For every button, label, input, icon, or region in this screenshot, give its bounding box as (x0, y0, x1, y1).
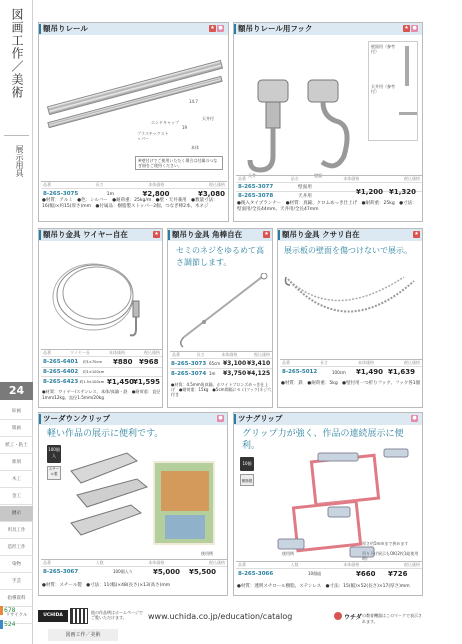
table-row (41, 367, 162, 376)
th: 税込価格 (403, 176, 420, 181)
tax-price: ¥726 (388, 570, 408, 578)
part-label: 本体 (191, 145, 199, 150)
panel-title: 額吊り金具 クサリ自在 (278, 229, 422, 241)
artwork-detail (165, 515, 205, 539)
product-grip (233, 412, 423, 596)
caption: 使用例 (282, 551, 294, 556)
footer-note: 他の作品例はホームページでご覧いただけます。 (91, 610, 143, 620)
product-code: 8-265-3067 (43, 569, 79, 575)
price: ¥3,750 (223, 370, 247, 377)
spec: 65cm (209, 361, 221, 366)
tax-price: ¥3,080 (197, 190, 225, 198)
product-code: 8-265-6401 (43, 359, 79, 365)
product-code: 8-265-5012 (282, 369, 318, 375)
spec: 1m (106, 191, 115, 197)
th: 長さ (196, 352, 205, 357)
table-row (41, 566, 227, 577)
product-code: 8-265-3075 (43, 191, 79, 197)
description: ●材質：アルミ ●色：シルバー ●耐荷重：25kg/m ●壁・天井兼用 ●数量寸法：16(幅)×約15(厚さ)mm ●付属品：樹脂製ストッパー2個、つなぎ棒2本、木ネジ (42, 198, 218, 209)
divider (4, 135, 29, 136)
example-artwork (153, 461, 215, 545)
page-number: 24 (0, 382, 33, 400)
lead-text: 軽い作品の展示に便利です。 (47, 429, 164, 439)
th: 品名 (290, 176, 299, 181)
tax-price: ¥4,125 (247, 370, 271, 377)
th: 税込価格 (143, 350, 160, 355)
tax-price: ¥3,410 (247, 360, 271, 367)
table-row (41, 376, 162, 387)
description: ●材質：ワイヤー/ステンレス、本体/真鍮・鉄 ●耐荷重：直径1mm/12kg、直径1.5mm/20kg (42, 389, 161, 400)
th: 品番 (282, 360, 290, 365)
price: ¥660 (356, 570, 376, 578)
caption: 吊り下げ展示もOK(2枚1組使用時) (362, 551, 419, 561)
table-row (236, 568, 422, 579)
th: 入数 (95, 560, 104, 565)
price: ¥1,490 (356, 368, 384, 376)
wall-rail (405, 46, 409, 86)
subcategory-title: 展示用具 (15, 145, 24, 177)
badge-red: ★ (414, 231, 419, 237)
product-code: 8-265-6423 (43, 379, 79, 385)
sidebar-tab[interactable]: 展示 (0, 506, 33, 522)
sidebar-tab[interactable]: リサイクル (0, 608, 33, 624)
th: 税込価格 (208, 560, 225, 565)
price-table (280, 359, 422, 377)
badge-red: ★ (264, 231, 269, 237)
lead-text: 展示板の壁面を傷つけないで展示。 (284, 246, 412, 255)
ceiling-rail (399, 112, 417, 115)
page-ref-marker (0, 620, 3, 629)
sidebar-tab[interactable]: 彫刻 (0, 455, 33, 471)
price-table (41, 181, 227, 199)
caption: 厚さ約5mmまで挟めます (362, 541, 409, 546)
hook-image (244, 78, 354, 178)
price-table (41, 559, 227, 577)
price-table (170, 351, 272, 378)
tax-price: ¥1,595 (132, 378, 160, 386)
th: 税込価格 (403, 562, 420, 567)
sidebar-tab[interactable]: 紙工・粘土 (0, 438, 33, 454)
sidebar-tab[interactable]: 造形工作 (0, 540, 33, 556)
spec: 100個入り (113, 569, 133, 574)
material-tag: 樹脂製 (240, 474, 254, 486)
uchida-logo: UCHIDA (38, 610, 68, 622)
brand-note: の教育機器はこのマークで表示されます。 (362, 613, 422, 624)
price: ¥1,450 (106, 378, 134, 386)
product-code: 8-265-3074 (171, 370, 207, 377)
product-bar (167, 228, 273, 408)
sidebar-tab[interactable]: 手芸 (0, 574, 33, 590)
spec: 天井用 (298, 194, 312, 199)
lead-text: グリップ力が強く、作品の連続展示に便利。 (242, 429, 404, 451)
th: ワイヤー長 (70, 350, 90, 355)
product-hook (233, 22, 423, 222)
th: 本体価格 (358, 360, 374, 365)
description: ●材質：鉄 ●耐荷重：5kg ●壁付用一つ折りフック、フック各1個 (281, 381, 421, 386)
description: ●材質：4.5mm角真鍮、ホワイトブロンズめっき仕上げ ●耐荷重：15kg ●5cm間隔にセミ(フック)ネジ穴付き (171, 382, 272, 397)
badge-pink: ● (412, 415, 417, 421)
th: 品番 (172, 352, 180, 357)
part-label: プラスチックストッパー (137, 131, 169, 141)
panel-title: 額吊りレール (39, 23, 228, 35)
badge-pink: ● (412, 25, 417, 31)
th: 税込価格 (208, 182, 225, 187)
spec: 約1×100cm (83, 369, 105, 374)
sidebar-tab[interactable]: 指導資料 (0, 591, 33, 607)
page-ref-1[interactable]: 678 (4, 607, 16, 614)
th: 長さ (320, 360, 328, 365)
price: ¥5,000 (153, 568, 181, 576)
sidebar-tab[interactable]: 染物 (0, 557, 33, 573)
th: 本体価格 (108, 350, 125, 355)
dim-label: 14.7 (189, 99, 198, 104)
brand-name: ウチダ (344, 614, 362, 621)
page-ref-marker (0, 606, 3, 615)
panel-title: 額吊り金具 ワイヤー自在 (39, 229, 162, 241)
product-code: 8-265-3077 (238, 184, 274, 190)
product-code: 8-265-3078 (238, 193, 274, 199)
table-row (170, 358, 272, 368)
material-tag: スチール製 (47, 466, 61, 480)
artwork-detail (161, 471, 209, 511)
dim-label: 19 (182, 125, 188, 130)
panel-title: 額吊り金具 角棒自在 (168, 229, 272, 241)
price-table (236, 561, 422, 579)
th: 品番 (43, 350, 51, 355)
quantity-badge: 10個 (240, 457, 254, 471)
description: ●材質：透明スチロール樹脂、ステンレス ●寸法：15(幅)×52(長さ)×17(厚さ)mm (237, 584, 410, 589)
uchida-mark-icon (334, 612, 342, 620)
tax-price: ¥1,320 (389, 188, 417, 196)
caption: 使用例 (201, 551, 213, 556)
panel-title: ツナグリップ (234, 413, 422, 425)
product-code: 8-265-3066 (238, 571, 274, 577)
spec: 10個組 (308, 571, 322, 576)
tax-price: ¥5,500 (189, 568, 217, 576)
spec: 約1×70cm (83, 359, 102, 364)
tax-price: ¥1,639 (388, 368, 416, 376)
bar-image (174, 273, 270, 349)
description: ●材質：スチール製 ●寸法：11(幅)×48(長さ)×13(高さ)mm (42, 583, 171, 588)
category-title: 図画工作／美術 (10, 8, 24, 99)
th: 本体価格 (343, 176, 360, 181)
badge-red: ★ (154, 231, 159, 237)
th: 税込価格 (404, 360, 420, 365)
caption: 壁面 (314, 173, 322, 178)
table-row (280, 366, 422, 377)
th: 入数 (290, 562, 299, 567)
product-wire (38, 228, 163, 408)
table-row (41, 356, 162, 367)
th: 品番 (238, 562, 246, 567)
price: ¥880 (113, 358, 133, 366)
spec: 壁面用 (298, 185, 312, 190)
badge-red: ★ (210, 25, 215, 31)
caption: 天井用（参考付） (371, 84, 395, 94)
sidebar-tab[interactable]: 用具工作 (0, 523, 33, 539)
sidebar-tab[interactable]: 版画 (0, 421, 33, 437)
table-row (170, 368, 272, 378)
badge-pink: ● (218, 415, 223, 421)
price-table (236, 175, 422, 200)
product-chain (277, 228, 423, 408)
product-rail (38, 22, 229, 222)
caption: 天井 (248, 173, 256, 178)
badge-red: ★ (404, 25, 409, 31)
panel-title: ツーダウンクリップ (39, 413, 227, 425)
th: 本体価格 (343, 562, 360, 567)
th: 品番 (43, 182, 51, 187)
quantity-badge: 100個入 (47, 445, 61, 463)
wire-image (45, 247, 157, 347)
th: 税込価格 (253, 352, 270, 357)
part-label: エンドキャップ (151, 120, 179, 125)
dim-label: 天井付 (202, 116, 214, 121)
badge-pink: ● (218, 25, 223, 31)
panel-title: 額吊りレール用フック (234, 23, 422, 35)
spec: 100cm (332, 369, 346, 375)
chain-image (284, 273, 420, 353)
usage-diagram (368, 41, 418, 141)
bottom-tab: 図画工作／美術 (48, 629, 118, 641)
product-clip (38, 412, 228, 596)
price: ¥2,800 (142, 190, 170, 198)
tax-price: ¥968 (139, 358, 159, 366)
sidebar-tab[interactable]: 金工 (0, 489, 33, 505)
clip-image (67, 443, 157, 553)
spec: 1m (209, 371, 216, 376)
th: 本体価格 (148, 560, 165, 565)
th: 長さ (95, 182, 104, 187)
price: ¥3,100 (223, 360, 247, 367)
sidebar-tab[interactable]: 絵画 (0, 404, 33, 420)
product-code: 8-265-3073 (171, 360, 207, 367)
spec: 約1.5×100cm (79, 379, 105, 384)
description: ●後入タイプランナー ●材質：真鍮、クロムめっき仕上げ ●耐荷重：25kg ●寸法：壁面用/全長44mm、天井用/全長47mm (237, 201, 417, 212)
note-box: ※壁付けでご使用いただく場合は付属のつなぎ冊をご使用ください。 (135, 156, 223, 170)
th: 品番 (238, 176, 246, 181)
price: ¥1,200 (356, 188, 384, 196)
price-table (41, 349, 162, 387)
lead-text: セミのネジをゆるめて高さ調節します。 (176, 246, 264, 267)
th: 本体価格 (148, 182, 165, 187)
caption: 壁面用（参考付） (371, 44, 395, 54)
catalog-url-link[interactable]: www.uchida.co.jp/education/catalog (148, 612, 293, 621)
sidebar-tab[interactable]: 木工 (0, 472, 33, 488)
th: 品番 (43, 560, 51, 565)
grip-image (258, 447, 418, 567)
th: 本体価格 (221, 352, 238, 357)
product-code: 8-265-6402 (43, 369, 79, 375)
qr-code-icon[interactable] (70, 608, 88, 624)
page-ref-2[interactable]: 524 (4, 621, 16, 628)
